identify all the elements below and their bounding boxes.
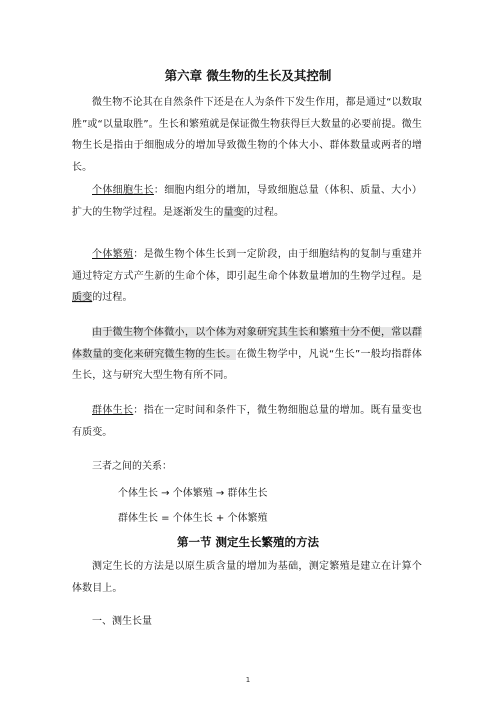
paragraph-text-end: 的过程。 (243, 206, 285, 218)
section-intro: 测定生长的方法是以原生质含量的增加为基础，测定繁殖是建立在计算个体数目上。 (72, 561, 422, 594)
relation-line-1: 个体生长 → 个体繁殖 → 群体生长 (118, 488, 268, 499)
section-title: 第一节 测定生长繁殖的方法 (176, 535, 319, 549)
paragraph-text: 在微生物学中，凡说“生长”一般均指群体生长，这与研究大型生物有所不同。 (72, 348, 422, 381)
relation-line-2: 群体生长 = 个体生长 + 个体繁殖 (118, 513, 268, 524)
paragraph-text: ：指在一定时间和条件下，微生物细胞总量的增加。既有量变也有质变。 (72, 405, 422, 438)
paragraph-text-end: 的过程。 (92, 292, 133, 303)
paragraph-individual-growth (72, 180, 422, 223)
paragraph-population-study (72, 322, 422, 387)
chapter-title: 第六章 微生物的生长及其控制 (164, 68, 332, 83)
subsection-heading: 一、测生长量 (92, 616, 152, 627)
term-individual-growth: 个体细胞生长 (92, 185, 154, 196)
term-population-growth: 群体生长 (92, 405, 134, 416)
page-number: 1 (245, 676, 251, 684)
paragraph-individual-reproduction (72, 244, 422, 309)
highlight-qualitative: 质变 (72, 292, 93, 303)
paragraph-text: ：细胞内组分的增加，导致细胞总量（体积、质量、大小）扩大的生物学过程。是逐渐发生的 (72, 185, 422, 218)
relation-label: 三者之间的关系： (92, 461, 172, 472)
highlight-quantitative: 量变 (223, 206, 244, 218)
paragraph-text: ：是微生物个体生长到一定阶段，由于细胞结构的复制与重建并通过特定方式产生新的生命个体，即引起生命个体数量增加的生物学过程。是 (72, 249, 422, 282)
term-individual-reproduction: 个体繁殖 (92, 249, 134, 260)
highlighted-text: 由于微生物个体微小，以个体为对象研究其生长和繁殖十分不便，常以群体数量的变化来研究微生物的生长。 (72, 327, 422, 360)
intro-paragraph: 微生物不论其在自然条件下还是在人为条件下发生作用，都是通过“以数取胜”或“以量取胜”。生长和繁殖就是保证微生物获得巨大数量的必要前提。微生物生长是指由于细胞成分的增加导致微生物的个体大小、群体数量或两者的增长。 (72, 97, 422, 173)
paragraph-population-growth (72, 400, 422, 443)
